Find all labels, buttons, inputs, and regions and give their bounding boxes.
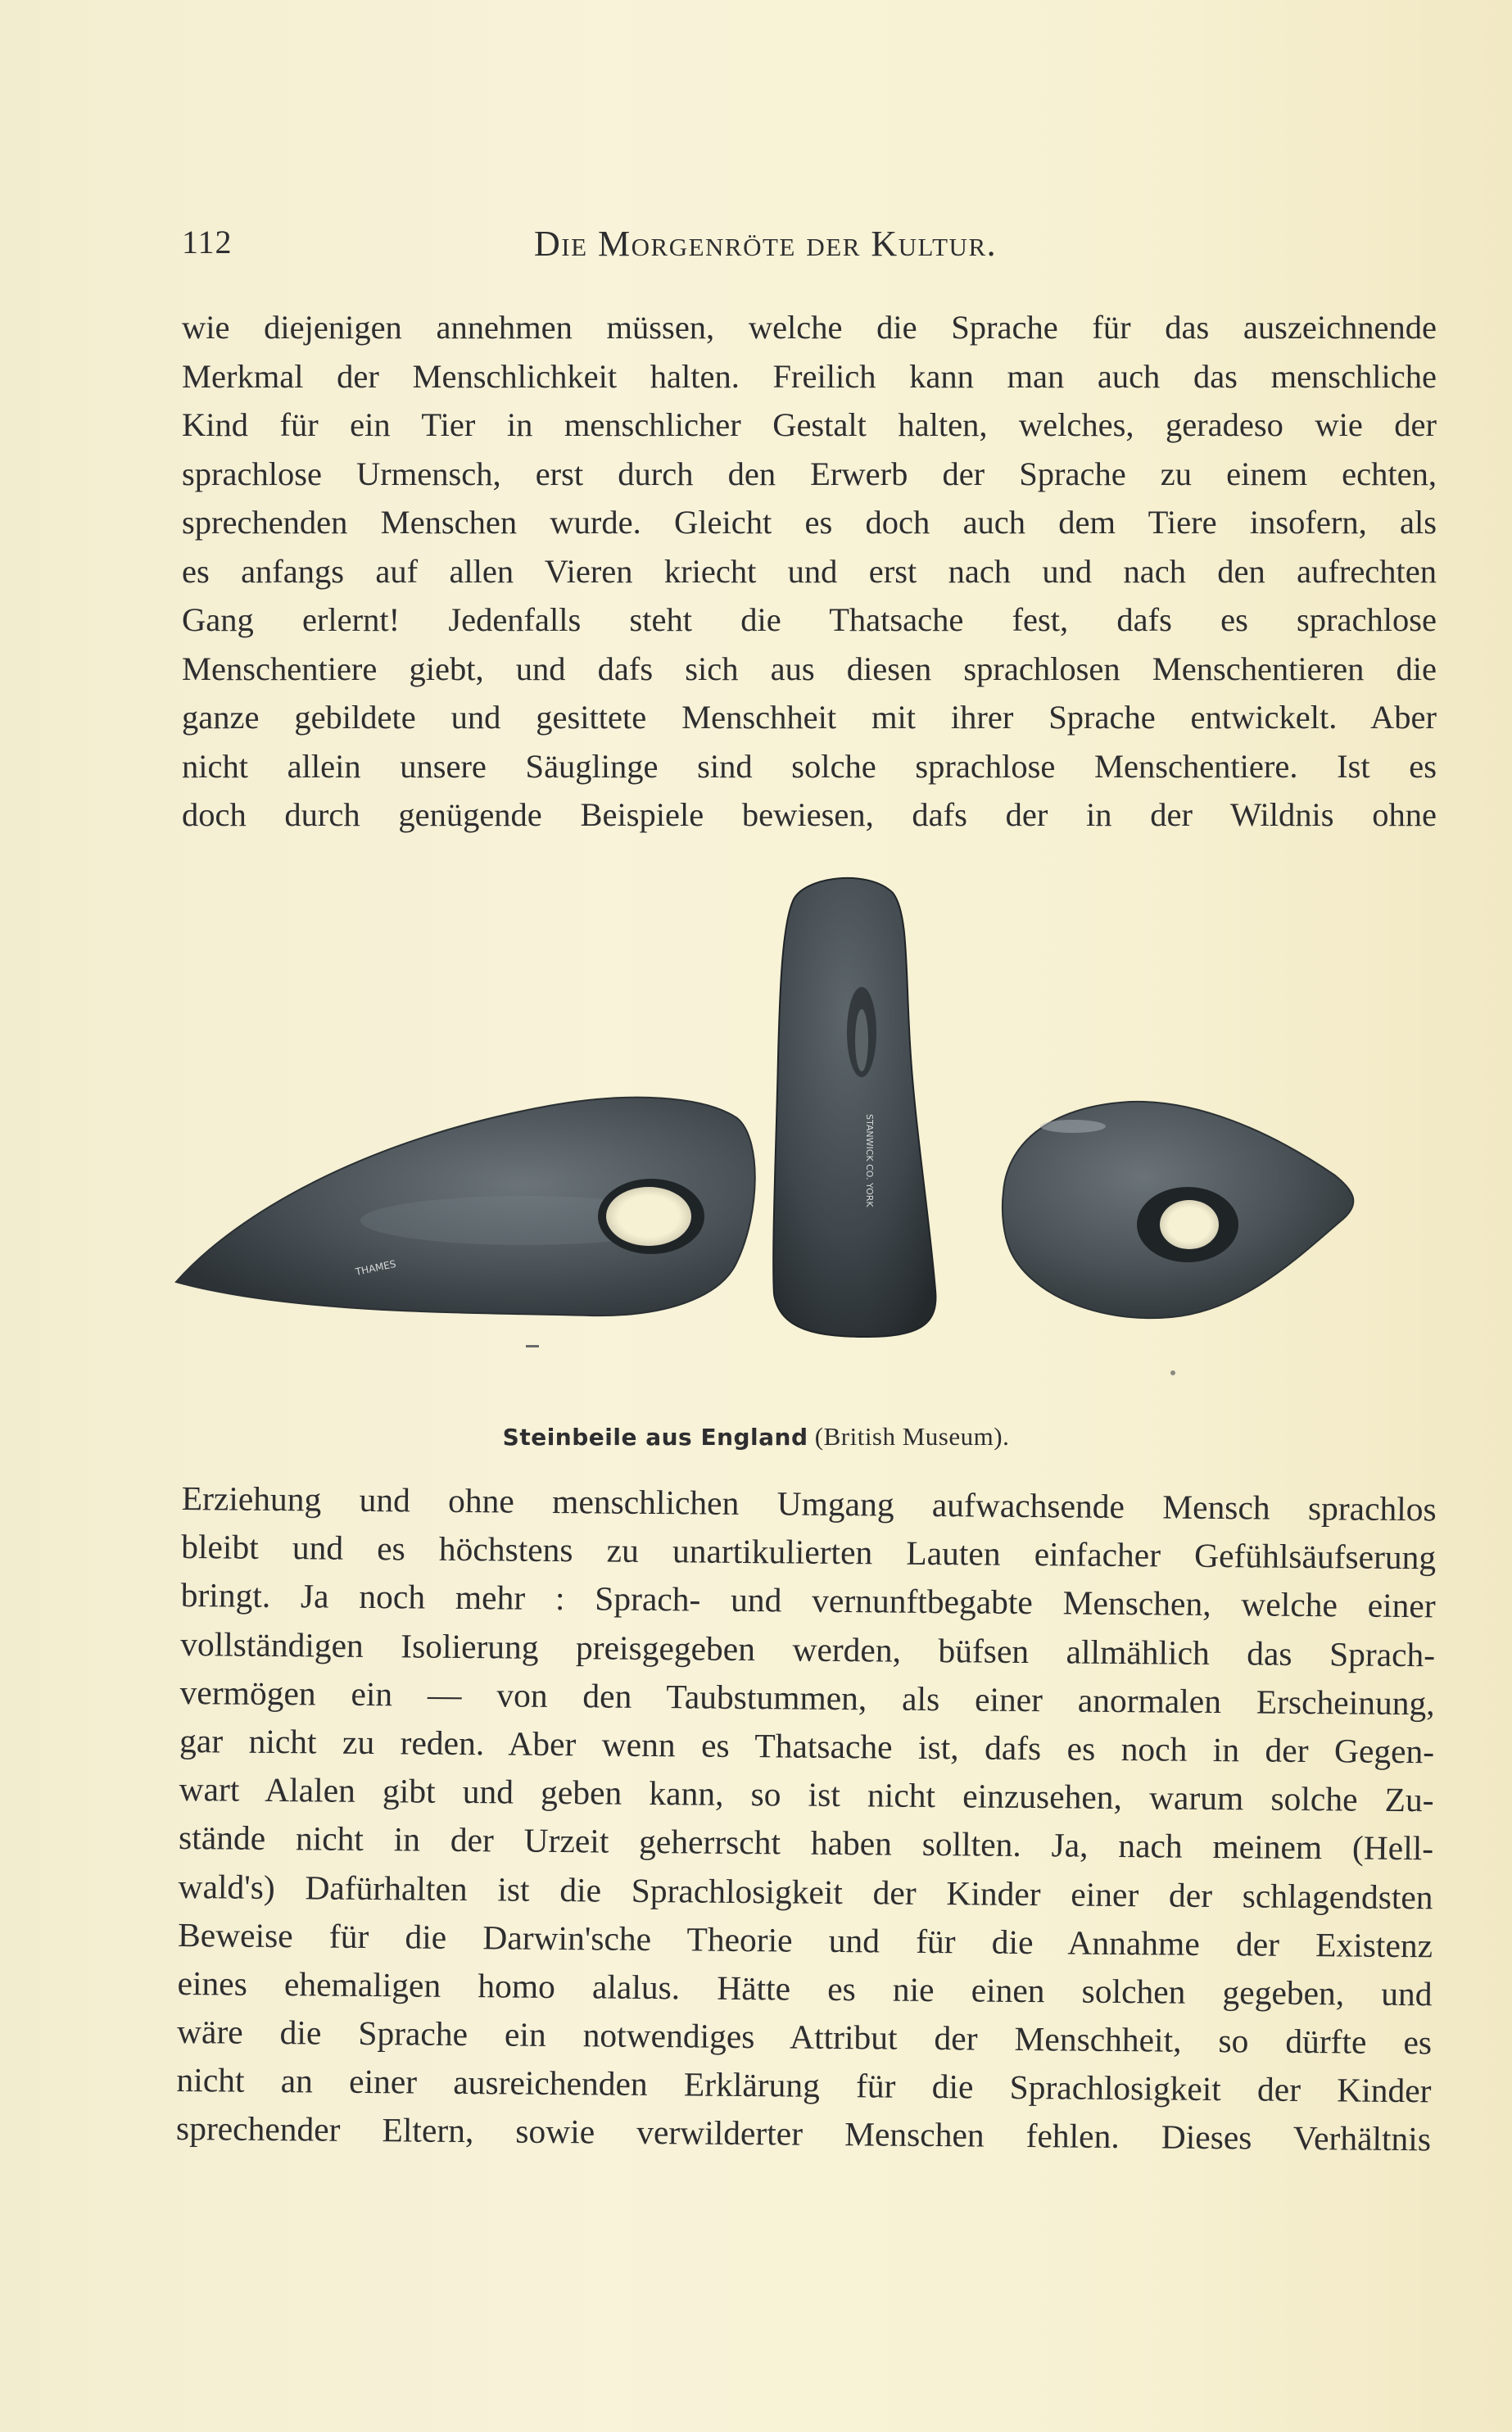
text-line: nicht allein unsere Säuglinge sind solche sprachlose Menschentiere. Ist es xyxy=(182,747,1437,785)
text-line: bleibt und es höchstens zu unartikulierten Lauten einfacher Gefühlsäufserung xyxy=(181,1528,1437,1577)
stone-axes-figure xyxy=(164,868,1442,1393)
text-line: Kind für ein Tier in menschlicher Gestalt halten, welches, geradeso wie der xyxy=(182,406,1437,443)
text-line: sprechenden Menschen wurde. Gleicht es doch auch dem Tiere insofern, als xyxy=(182,504,1437,541)
text-line: ganze gebildete und gesittete Menschheit mit ihrer Sprache entwickelt. Aber xyxy=(182,699,1437,736)
speck xyxy=(1170,1370,1175,1375)
text-line: wald's) Dafürhalten ist die Sprachlosigkeit der Kinder einer der schlagendsten xyxy=(178,1867,1433,1916)
text-line: stände nicht in der Urzeit geherrscht haben sollten. Ja, nach meinem (Hell- xyxy=(178,1818,1434,1868)
middle-axe-inscription: STANWICK CO. YORK xyxy=(864,1114,875,1207)
text-line: Merkmal der Menschlichkeit halten. Freilich kann man auch das menschliche xyxy=(182,357,1437,395)
text-line: bringt. Ja noch mehr : Sprach- und vernunftbegabte Menschen, welche einer xyxy=(180,1576,1436,1625)
text-line: sprechender Eltern, sowie verwilderter Menschen fehlen. Dieses Verhältnis xyxy=(175,2109,1432,2158)
text-line: Erziehung und ohne menschlichen Umgang aufwachsende Mensch sprachlos xyxy=(181,1479,1437,1528)
text-line: gar nicht zu reden. Aber wenn es Thatsache ist, dafs es noch in der Gegen- xyxy=(179,1721,1435,1771)
text-line: wie diejenigen annehmen müssen, welche die Sprache für das auszeichnende xyxy=(182,309,1437,346)
text-line: wart Alalen gibt und geben kann, so ist nicht einzusehen, warum solche Zu- xyxy=(179,1770,1434,1819)
page-number: 112 xyxy=(182,224,233,260)
text-line: wäre die Sprache ein notwendiges Attribut der Menschheit, so dürfte es xyxy=(176,2013,1433,2062)
speck xyxy=(526,1345,539,1347)
left-axe-inscription: THAMES xyxy=(354,1257,397,1278)
paragraph-top xyxy=(182,303,1437,840)
running-title: Die Morgenröte der Kultur. xyxy=(534,224,998,264)
figure-caption xyxy=(0,1422,1512,1452)
text-line: doch durch genügende Beispiele bewiesen, dafs der in der Wildnis ohne xyxy=(182,796,1437,833)
paragraph-bottom xyxy=(176,1474,1437,2164)
text-line: vollständigen Isolierung preisgegeben werden, büfsen allmählich das Sprach- xyxy=(179,1624,1436,1673)
middle-axe xyxy=(773,878,935,1337)
stone-axes-illustration xyxy=(164,868,1442,1393)
page-header xyxy=(182,223,1353,272)
text-line: Beweise für die Darwin'sche Theorie und für die Annahme der Existenz xyxy=(177,1915,1433,1965)
left-axe xyxy=(176,1098,755,1316)
text-line: es anfangs auf allen Vieren kriecht und erst nach und nach den aufrechten xyxy=(182,552,1437,590)
text-line: Gang erlernt! Jedenfalls steht die Thatsache fest, dafs es sprachlose xyxy=(182,601,1437,638)
text-line: sprachlose Urmensch, erst durch den Erwerb der Sprache zu einem echten, xyxy=(182,455,1437,492)
caption-source: (British Museum). xyxy=(814,1422,1010,1451)
right-axe xyxy=(1003,1102,1353,1318)
caption-title: Steinbeile aus England xyxy=(502,1424,808,1451)
text-line: nicht an einer ausreichenden Erklärung für die Sprachlosigkeit der Kinder xyxy=(176,2061,1432,2110)
text-line: vermögen ein — von den Taubstummen, als einer anormalen Erscheinung, xyxy=(179,1673,1435,1723)
text-line: Menschentiere giebt, und dafs sich aus diesen sprachlosen Menschentieren die xyxy=(182,650,1437,687)
text-line: eines ehemaligen homo alalus. Hätte es nie einen solchen gegeben, und xyxy=(177,1963,1433,2013)
